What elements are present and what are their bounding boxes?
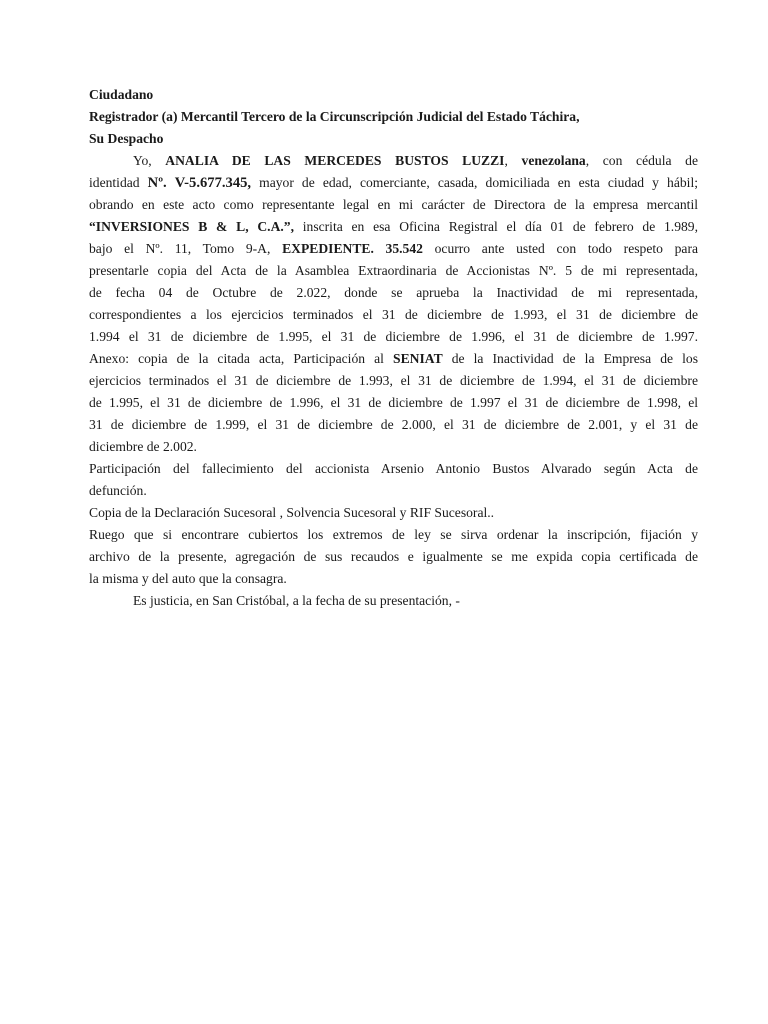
intro-line-5 <box>89 238 698 260</box>
death-notice-line-2: defunción. <box>89 483 147 498</box>
intro-line-4 <box>89 216 698 238</box>
annex-line-4: 31 de diciembre de 1.999, el 31 de diciembre de 2.000, el 31 de diciembre de 2.001, y el 31 de <box>89 417 698 432</box>
annex-line-5: diciembre de 2.002. <box>89 439 197 454</box>
intro-line-7: de fecha 04 de Octubre de 2.022, donde se aprueba la Inactividad de mi representada, <box>89 285 698 300</box>
text-run: identidad <box>89 175 148 190</box>
addressee-salutation: Su Despacho <box>89 131 164 146</box>
intro-line-6: presentarle copia del Acta de la Asamblea Extraordinaria de Accionistas Nº. 5 de mi representada, <box>89 263 698 278</box>
text-run: bajo el Nº. 11, Tomo 9-A, <box>89 241 283 256</box>
intro-line-3: obrando en este acto como representante legal en mi carácter de Directora de la empresa mercantil <box>89 197 698 212</box>
text-run: Anexo: copia de la citada acta, Participación al <box>89 351 394 366</box>
nationality: venezolana <box>521 153 586 168</box>
succession-docs-line: Copia de la Declaración Sucesoral , Solvencia Sucesoral y RIF Sucesoral.. <box>89 505 495 520</box>
text-run: inscrita en esa Oficina Registral el día 01 de febrero de 1.989, <box>293 219 698 234</box>
agency-name: SENIAT <box>393 351 443 366</box>
annex-line-2: ejercicios terminados el 31 de diciembre de 1.993, el 31 de diciembre de 1.994, el 31 de diciembre <box>89 373 698 388</box>
death-notice-line-1: Participación del fallecimiento del accionista Arsenio Antonio Bustos Alvarado según Acta de <box>89 461 698 476</box>
text-run: , <box>504 153 522 168</box>
request-line-1: Ruego que si encontrare cubiertos los extremos de ley se sirva ordenar la inscripción, fijación y <box>89 527 698 542</box>
text-run: , con cédula de <box>585 153 698 168</box>
addressee-office: Registrador (a) Mercantil Tercero de la Circunscripción Judicial del Estado Táchira, <box>89 109 580 124</box>
intro-line-9: 1.994 el 31 de diciembre de 1.995, el 31 de diciembre de 1.996, el 31 de diciembre de 1.997. <box>89 329 698 344</box>
intro-line-2 <box>89 172 698 194</box>
intro-line-8: correspondientes a los ejercicios terminados el 31 de diciembre de 1.993, el 31 de diciembre de <box>89 307 698 322</box>
closing-line: Es justicia, en San Cristóbal, a la fecha de su presentación, - <box>133 593 460 608</box>
text-run: ocurro ante usted con todo respeto para <box>422 241 699 256</box>
request-line-2: archivo de la presente, agregación de sus recaudos e igualmente se me expida copia certificada de <box>89 549 698 564</box>
text-run: mayor de edad, comerciante, casada, domiciliada en esta ciudad y hábil; <box>251 175 698 190</box>
addressee-title: Ciudadano <box>89 87 154 102</box>
file-number: EXPEDIENTE. 35.542 <box>282 241 423 256</box>
intro-line-1 <box>89 150 698 172</box>
text-run: de la Inactividad de la Empresa de los <box>442 351 698 366</box>
text-run: Yo, <box>133 153 166 168</box>
annex-line-1 <box>89 348 698 370</box>
letter-body <box>89 84 698 612</box>
petitioner-name: ANALIA DE LAS MERCEDES BUSTOS LUZZI <box>165 153 505 168</box>
company-name: “INVERSIONES B & L, C.A.”, <box>89 219 294 234</box>
request-line-3: la misma y del auto que la consagra. <box>89 571 287 586</box>
id-number: Nº. V-5.677.345, <box>147 175 252 191</box>
annex-line-3: de 1.995, el 31 de diciembre de 1.996, el 31 de diciembre de 1.997 el 31 de diciembre de 1.998, el <box>89 395 698 410</box>
